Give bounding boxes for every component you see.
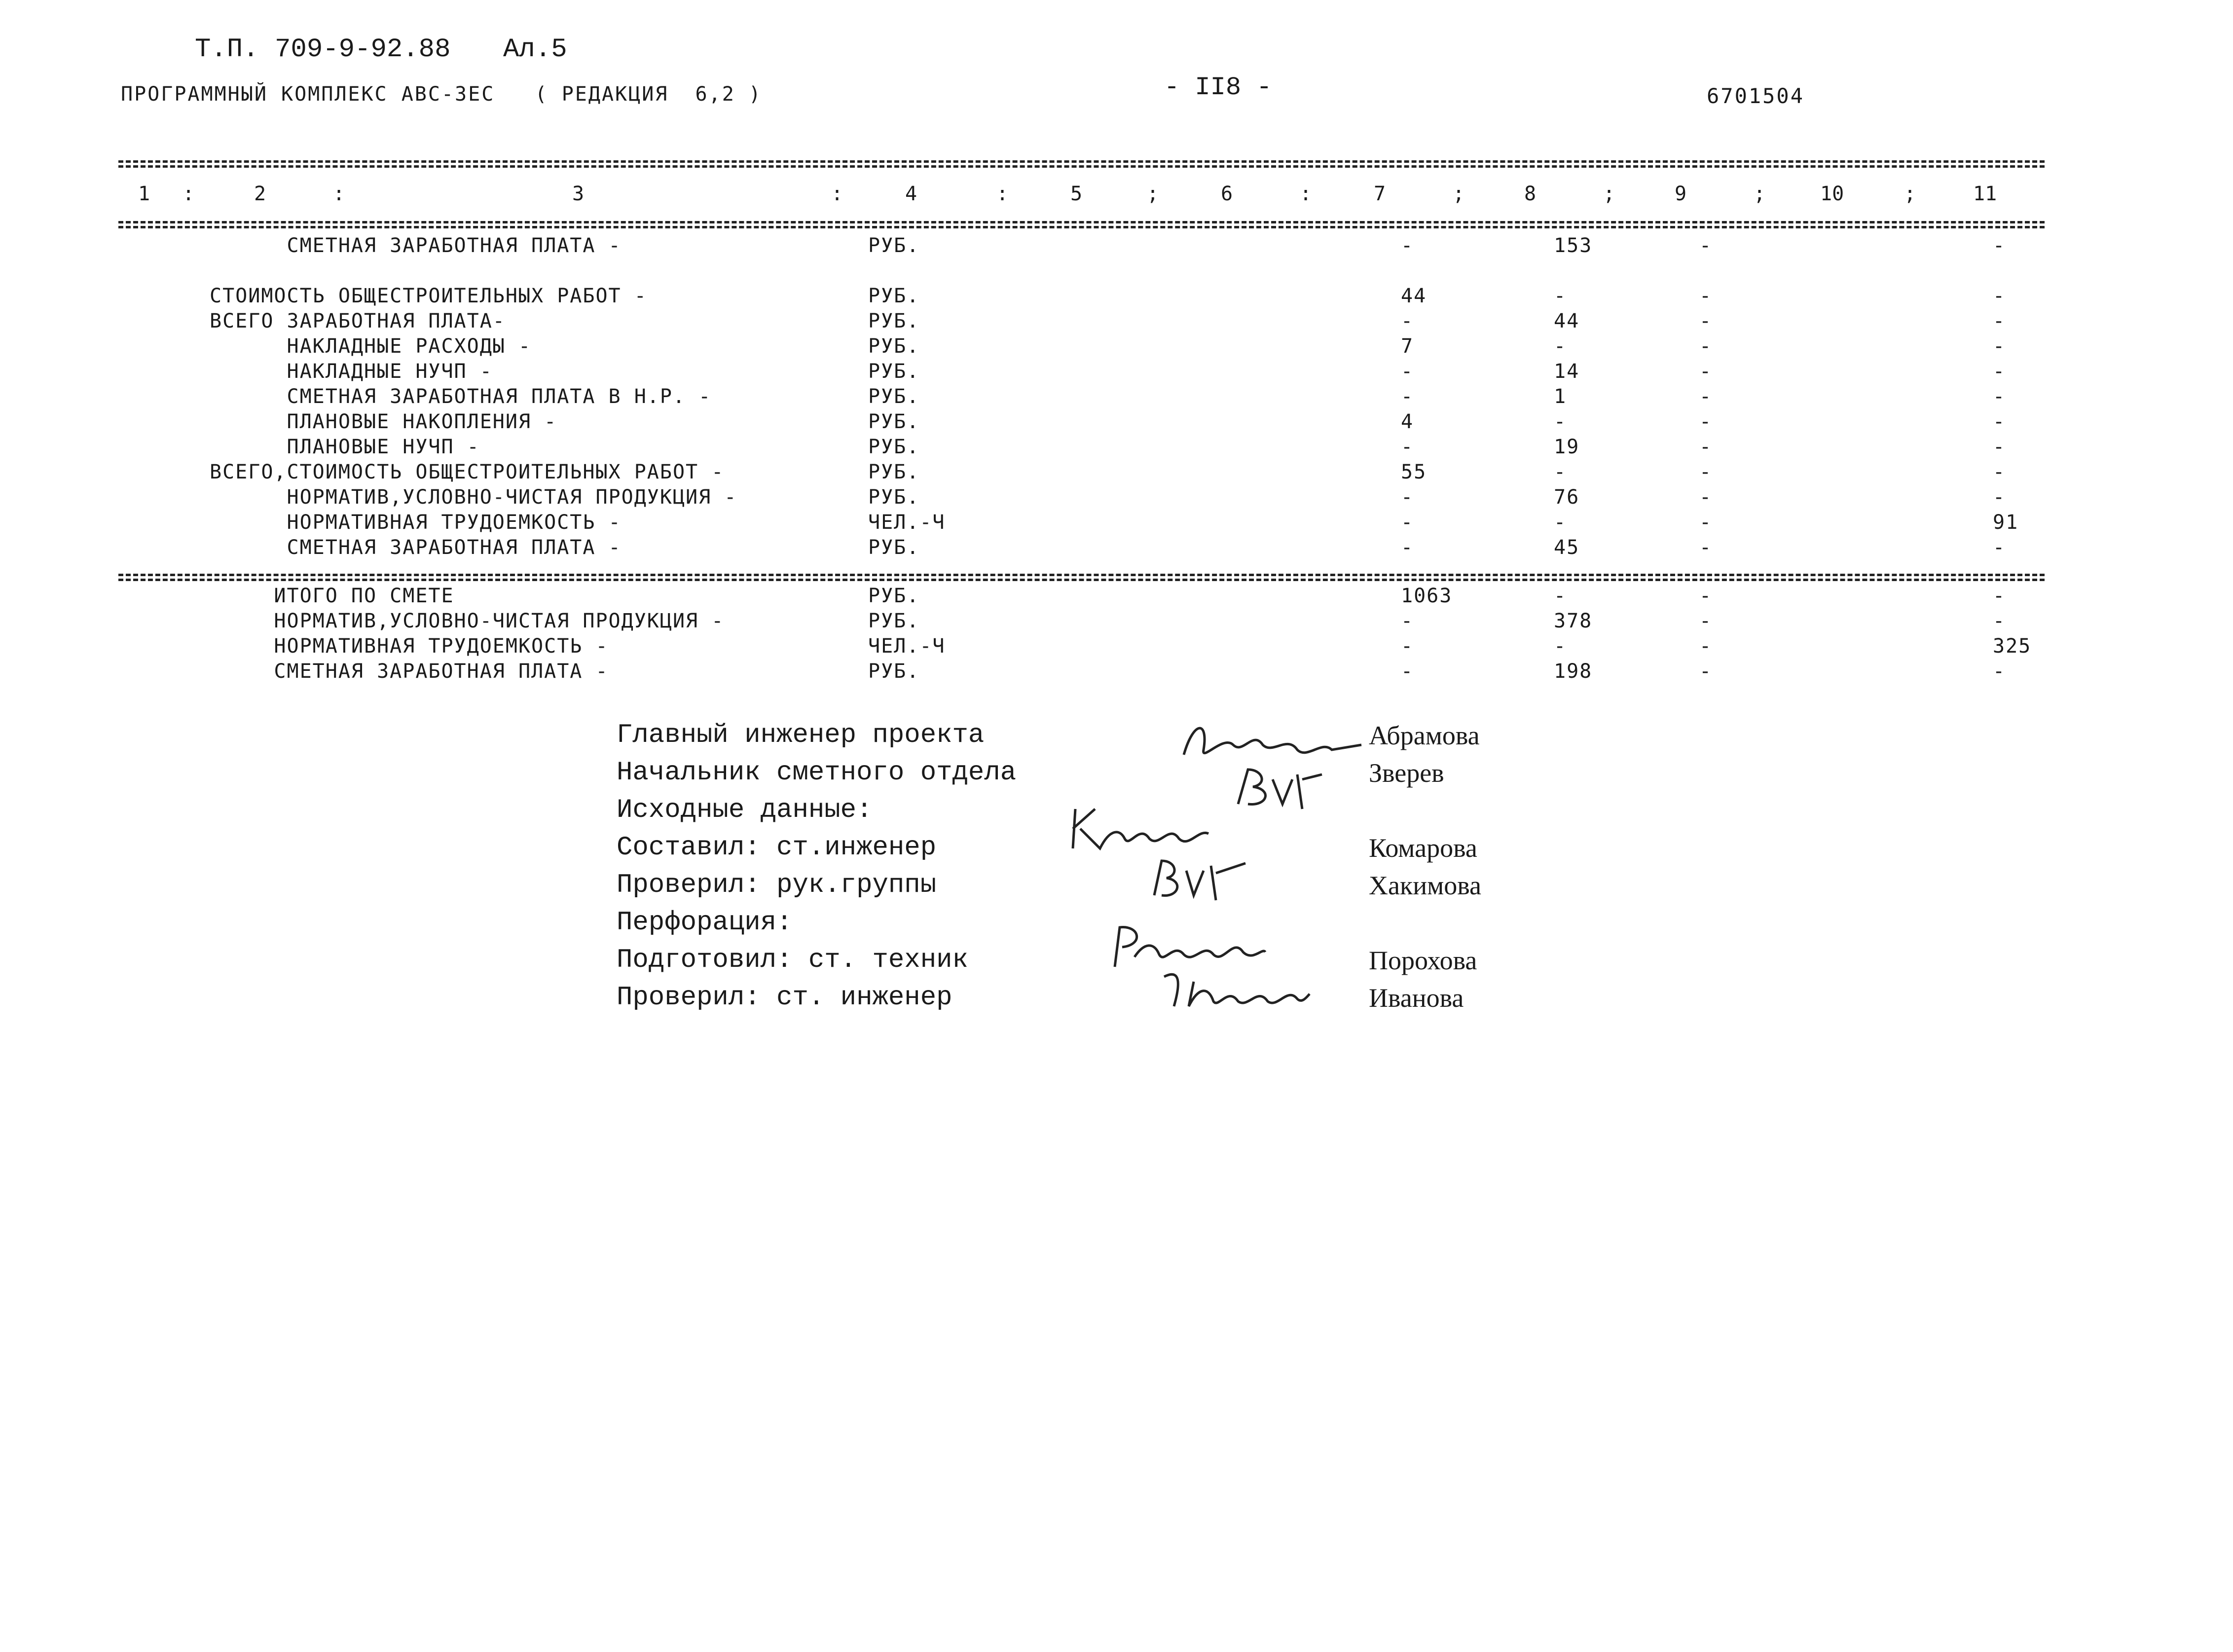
cell-col11: - — [1993, 410, 2006, 433]
row-unit: РУБ. — [868, 335, 920, 358]
row-unit: РУБ. — [868, 486, 920, 509]
cell-col8: 378 — [1554, 610, 1593, 632]
cell-col11: - — [1993, 536, 2006, 559]
row-unit: РУБ. — [868, 461, 920, 483]
column-number: 4 — [905, 183, 917, 205]
signature-ivanova-icon — [1154, 962, 1312, 1016]
table-row — [0, 635, 2233, 660]
table-row — [0, 660, 2233, 685]
cell-col7: - — [1401, 234, 1414, 257]
row-description: ПЛАНОВЫЕ НУЧП - — [210, 436, 480, 458]
cell-col9: - — [1699, 410, 1713, 433]
row-description: НОРМАТИВ,УСЛОВНО-ЧИСТАЯ ПРОДУКЦИЯ - — [210, 610, 725, 632]
cell-col11: - — [1993, 436, 2006, 458]
column-number: 3 — [572, 183, 585, 205]
table-row — [0, 259, 2233, 284]
table-row — [0, 385, 2233, 410]
row-unit: РУБ. — [868, 285, 920, 307]
cell-col8: - — [1554, 461, 1567, 483]
cell-col7: 7 — [1401, 335, 1414, 358]
cell-col8: 1 — [1554, 385, 1567, 408]
signature-label: Главный инженер проекта — [617, 720, 985, 750]
cell-col11: - — [1993, 360, 2006, 383]
table-row — [0, 536, 2233, 561]
table-row — [0, 486, 2233, 511]
cell-col7: 55 — [1401, 461, 1427, 483]
cell-col7: - — [1401, 436, 1414, 458]
column-number: 2 — [254, 183, 266, 205]
row-unit: ЧЕЛ.-Ч — [868, 635, 946, 658]
cell-col9: - — [1699, 436, 1713, 458]
cell-col7: - — [1401, 610, 1414, 632]
cell-col11: - — [1993, 585, 2006, 607]
column-separator: ; — [1147, 183, 1159, 205]
document-number: 6701504 — [1707, 84, 1805, 108]
cell-col11: - — [1993, 335, 2006, 358]
table-row — [0, 335, 2233, 360]
row-description: СМЕТНАЯ ЗАРАБОТНАЯ ПЛАТА - — [210, 660, 609, 683]
cell-col9: - — [1699, 285, 1713, 307]
column-number: 6 — [1221, 183, 1233, 205]
cell-col7: - — [1401, 635, 1414, 658]
cell-col9: - — [1699, 385, 1713, 408]
cell-col8: - — [1554, 335, 1567, 358]
cell-col9: - — [1699, 511, 1713, 534]
column-separator: : — [333, 183, 345, 205]
table-top-rule — [118, 160, 2045, 163]
signature-zverev-icon — [1228, 760, 1327, 814]
sheet-number: Ал.5 — [503, 35, 567, 65]
table-row — [0, 310, 2233, 334]
row-description: НОРМАТИВНАЯ ТРУДОЕМКОСТЬ - — [210, 511, 622, 534]
cell-col8: 14 — [1554, 360, 1580, 383]
cell-col7: - — [1401, 486, 1414, 509]
column-number: 11 — [1973, 183, 1997, 205]
table-row — [0, 461, 2233, 485]
cell-col9: - — [1699, 536, 1713, 559]
row-unit: РУБ. — [868, 585, 920, 607]
cell-col9: - — [1699, 660, 1713, 683]
signatory-name: Иванова — [1369, 983, 1464, 1013]
program-title: ПРОГРАММНЫЙ КОМПЛЕКС АВС-3ЕС ( РЕДАКЦИЯ 6,2 ) — [121, 83, 762, 106]
column-separator: : — [831, 183, 843, 205]
column-separator: ; — [1453, 183, 1465, 205]
cell-col7: - — [1401, 360, 1414, 383]
table-top-rule-2 — [118, 165, 2045, 168]
row-unit: ЧЕЛ.-Ч — [868, 511, 946, 534]
cell-col11: - — [1993, 461, 2006, 483]
cell-col7: 44 — [1401, 285, 1427, 307]
cell-col8: - — [1554, 410, 1567, 433]
signatory-name: Комарова — [1369, 833, 1477, 863]
row-unit: РУБ. — [868, 536, 920, 559]
cell-col7: - — [1401, 310, 1414, 332]
signature-label: Подготовил: ст. техник — [617, 945, 968, 975]
cell-col9: - — [1699, 585, 1713, 607]
signature-label: Проверил: рук.группы — [617, 870, 937, 900]
row-unit: РУБ. — [868, 410, 920, 433]
signature-label: Исходные данные: — [617, 795, 873, 825]
signatory-name: Хакимова — [1369, 871, 1482, 900]
document-code: Т.П. 709-9-92.88 — [195, 35, 451, 65]
signatory-name: Абрамова — [1369, 721, 1480, 750]
cell-col11: 91 — [1993, 511, 2019, 534]
column-separator: ; — [1904, 183, 1916, 205]
cell-col9: - — [1699, 234, 1713, 257]
signature-label: Перфорация: — [617, 908, 793, 938]
cell-col11: - — [1993, 610, 2006, 632]
cell-col9: - — [1699, 610, 1713, 632]
column-number: 5 — [1070, 183, 1083, 205]
table-row — [0, 285, 2233, 309]
row-unit: РУБ. — [868, 234, 920, 257]
cell-col9: - — [1699, 335, 1713, 358]
column-separator: : — [1300, 183, 1312, 205]
cell-col11: - — [1993, 285, 2006, 307]
cell-col7: - — [1401, 536, 1414, 559]
signature-label: Составил: ст.инженер — [617, 833, 937, 863]
table-row — [0, 410, 2233, 435]
signature-komarova-icon — [1065, 799, 1213, 858]
cell-col8: - — [1554, 585, 1567, 607]
cell-col8: 44 — [1554, 310, 1580, 332]
cell-col9: - — [1699, 486, 1713, 509]
row-unit: РУБ. — [868, 660, 920, 683]
column-separator: ; — [1603, 183, 1615, 205]
row-description: НОРМАТИВ,УСЛОВНО-ЧИСТАЯ ПРОДУКЦИЯ - — [210, 486, 737, 509]
section-divider-rule-2 — [118, 579, 2045, 581]
row-description: СМЕТНАЯ ЗАРАБОТНАЯ ПЛАТА - — [210, 234, 622, 257]
cell-col11: - — [1993, 660, 2006, 683]
column-number: 1 — [138, 183, 150, 205]
cell-col8: 198 — [1554, 660, 1593, 683]
header-bottom-rule — [118, 221, 2045, 223]
cell-col7: 4 — [1401, 410, 1414, 433]
row-description: НОРМАТИВНАЯ ТРУДОЕМКОСТЬ - — [210, 635, 609, 658]
row-unit: РУБ. — [868, 385, 920, 408]
column-separator: : — [996, 183, 1009, 205]
row-description: НАКЛАДНЫЕ РАСХОДЫ - — [210, 335, 532, 358]
cell-col8: - — [1554, 635, 1567, 658]
signature-label: Начальник сметного отдела — [617, 758, 1017, 788]
row-description: СТОИМОСТЬ ОБЩЕСТРОИТЕЛЬНЫХ РАБОТ - — [210, 285, 647, 307]
cell-col11: 325 — [1993, 635, 2032, 658]
table-row — [0, 436, 2233, 460]
cell-col9: - — [1699, 310, 1713, 332]
cell-col11: - — [1993, 385, 2006, 408]
row-description: НАКЛАДНЫЕ НУЧП - — [210, 360, 493, 383]
table-row — [0, 585, 2233, 609]
row-unit: РУБ. — [868, 436, 920, 458]
cell-col7: - — [1401, 385, 1414, 408]
row-unit: РУБ. — [868, 360, 920, 383]
cell-col11: - — [1993, 310, 2006, 332]
cell-col9: - — [1699, 360, 1713, 383]
cell-col11: - — [1993, 486, 2006, 509]
row-unit: РУБ. — [868, 310, 920, 332]
table-row — [0, 610, 2233, 634]
cell-col9: - — [1699, 461, 1713, 483]
cell-col8: 45 — [1554, 536, 1580, 559]
signatory-name: Зверев — [1369, 758, 1444, 788]
row-description: СМЕТНАЯ ЗАРАБОТНАЯ ПЛАТА - — [210, 536, 622, 559]
cell-col8: 153 — [1554, 234, 1593, 257]
column-number: 10 — [1820, 183, 1844, 205]
table-row — [0, 234, 2233, 259]
signature-label: Проверил: ст. инженер — [617, 983, 952, 1013]
row-description: ВСЕГО ЗАРАБОТНАЯ ПЛАТА- — [210, 310, 506, 332]
row-unit: РУБ. — [868, 610, 920, 632]
signatory-name: Порохова — [1369, 946, 1477, 975]
table-row — [0, 360, 2233, 385]
column-number: 8 — [1524, 183, 1537, 205]
cell-col7: 1063 — [1401, 585, 1453, 607]
header-bottom-rule-2 — [118, 226, 2045, 228]
cell-col8: - — [1554, 285, 1567, 307]
page-number: - II8 - — [1164, 73, 1272, 102]
row-description: ИТОГО ПО СМЕТЕ — [210, 585, 454, 607]
section-divider-rule — [118, 574, 2045, 576]
cell-col8: 19 — [1554, 436, 1580, 458]
cell-col7: - — [1401, 660, 1414, 683]
column-number: 7 — [1374, 183, 1386, 205]
cell-col11: - — [1993, 234, 2006, 257]
row-description: СМЕТНАЯ ЗАРАБОТНАЯ ПЛАТА В Н.Р. - — [210, 385, 712, 408]
cell-col9: - — [1699, 635, 1713, 658]
cell-col8: 76 — [1554, 486, 1580, 509]
table-row — [0, 511, 2233, 536]
column-separator: ; — [1754, 183, 1766, 205]
cell-col7: - — [1401, 511, 1414, 534]
cell-col8: - — [1554, 511, 1567, 534]
signature-khakimova-icon — [1139, 851, 1258, 905]
row-description: ВСЕГО,СТОИМОСТЬ ОБЩЕСТРОИТЕЛЬНЫХ РАБОТ - — [210, 461, 725, 483]
row-description: ПЛАНОВЫЕ НАКОПЛЕНИЯ - — [210, 410, 557, 433]
column-number: 9 — [1675, 183, 1687, 205]
column-separator: : — [183, 183, 195, 205]
